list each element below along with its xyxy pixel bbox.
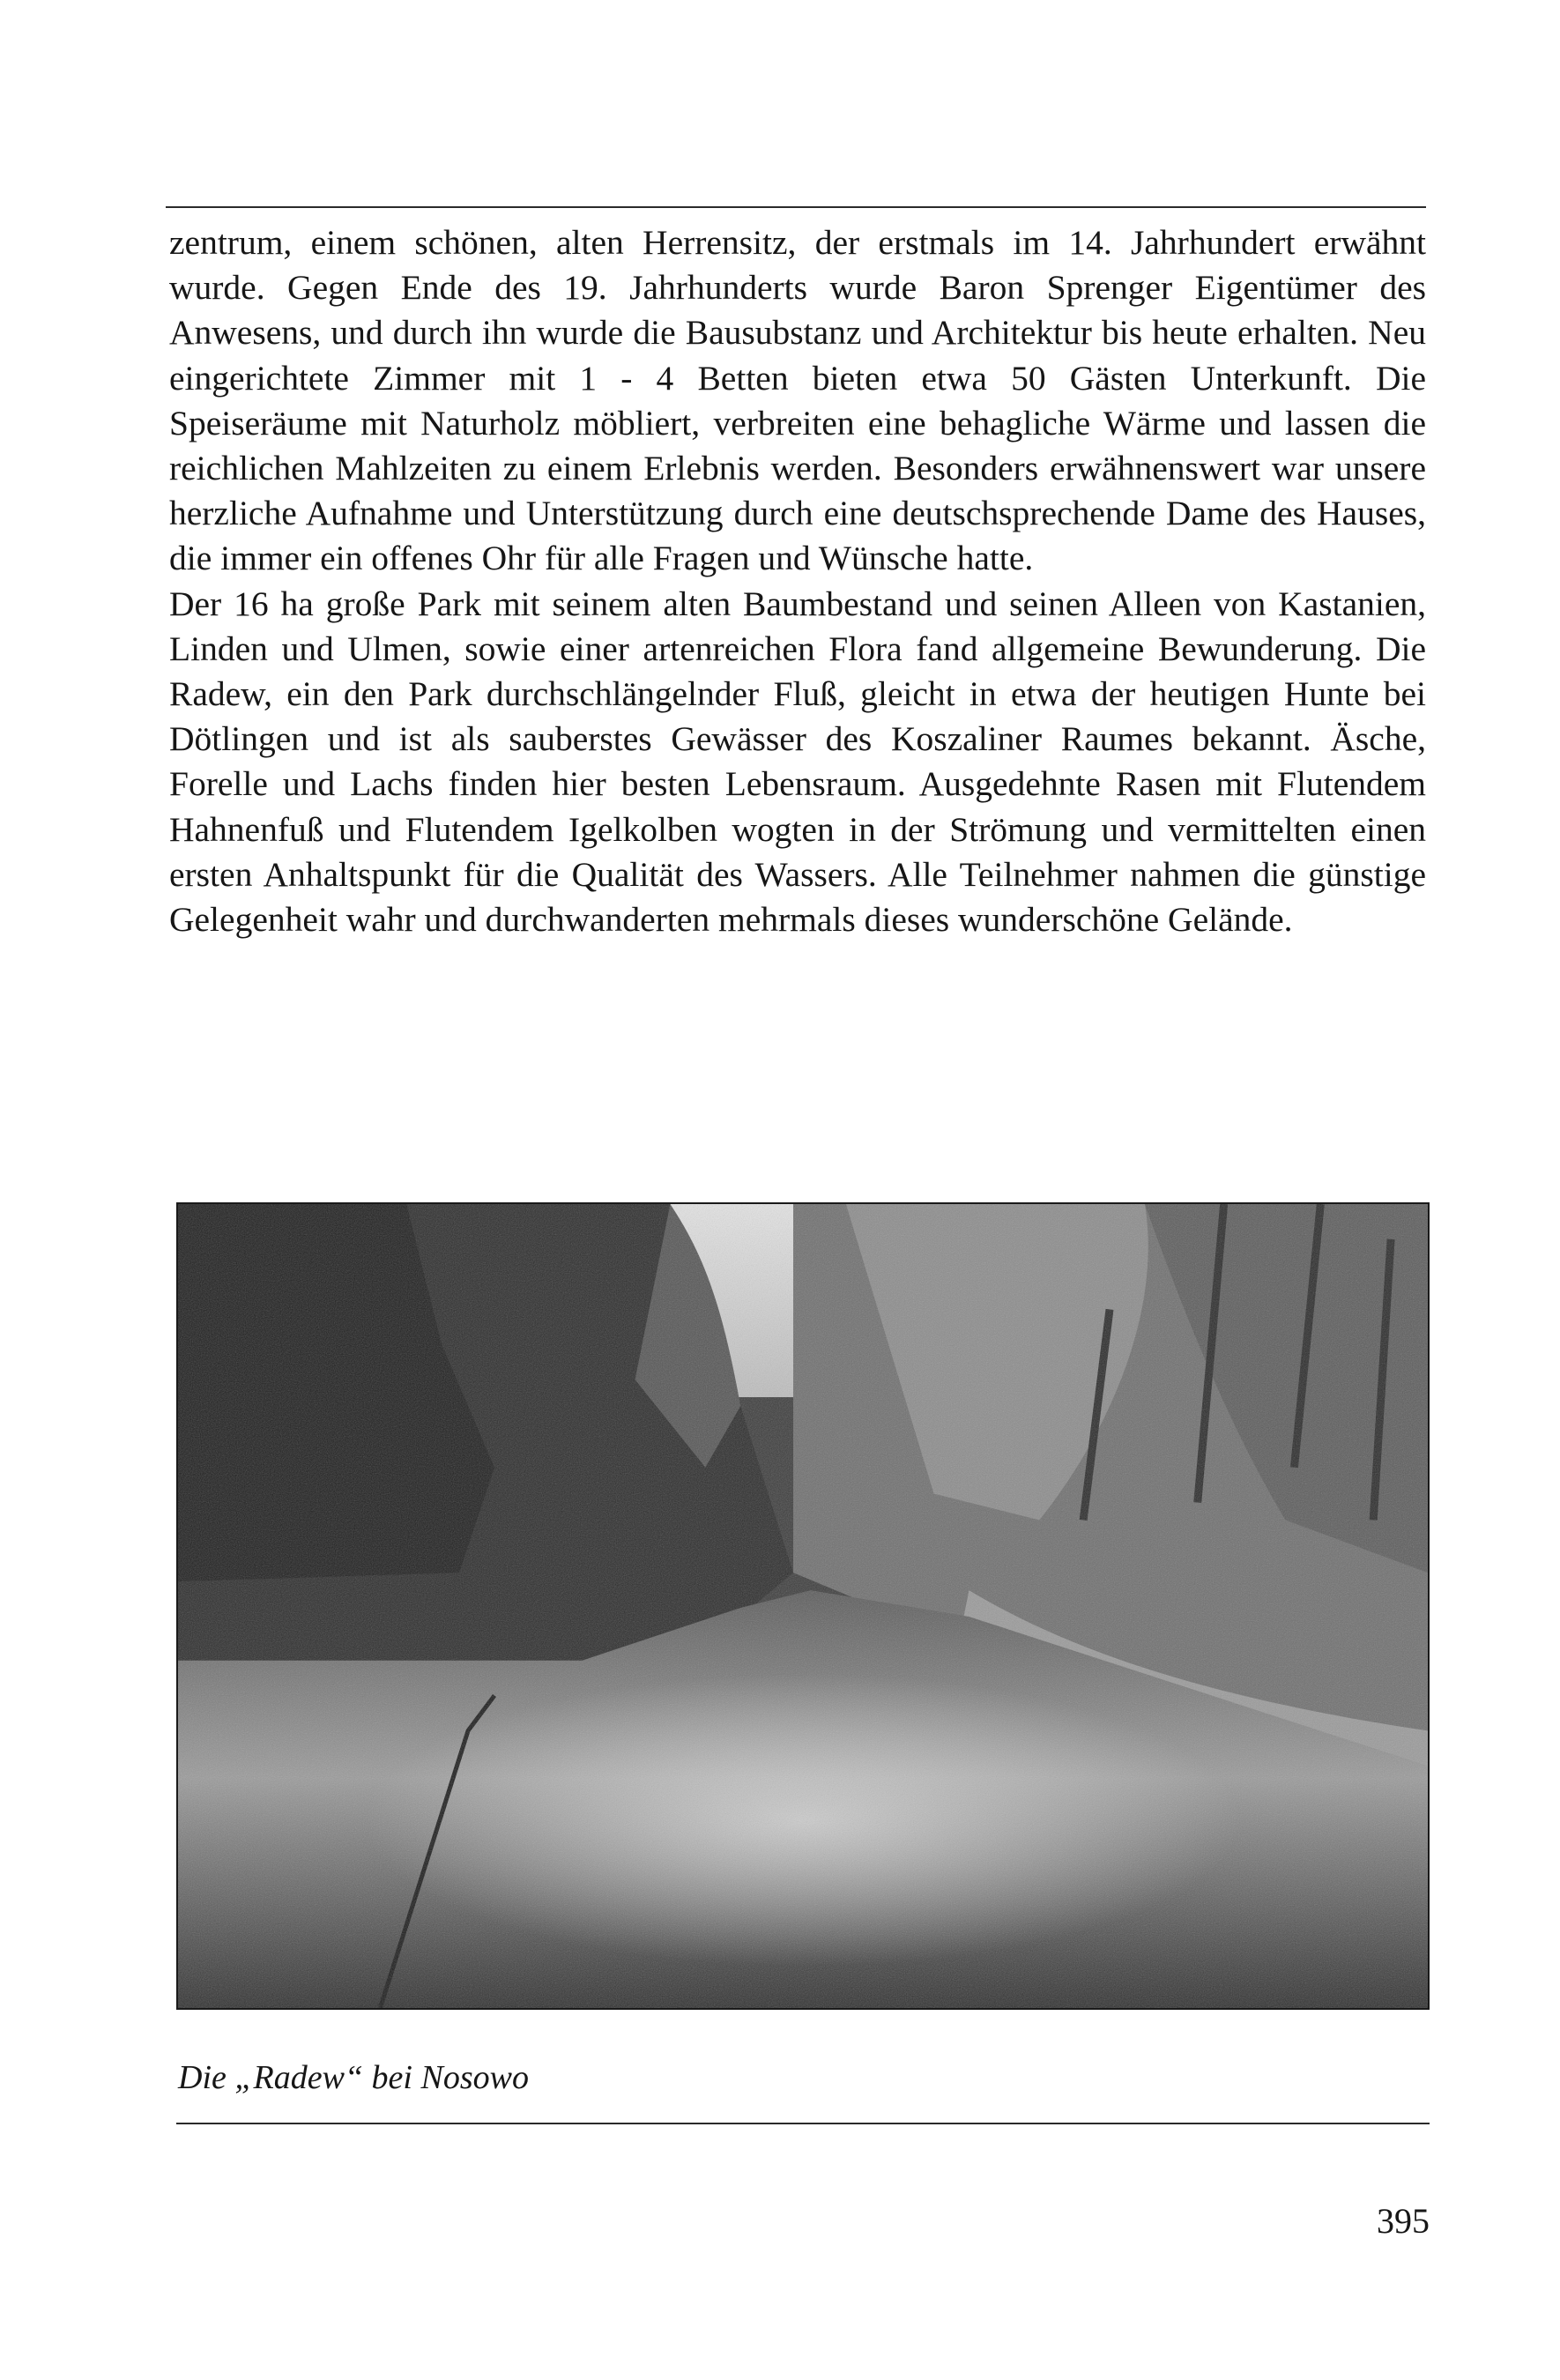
page-number: 395 <box>1377 2201 1430 2241</box>
header-rule <box>166 206 1426 208</box>
paragraph-1: zentrum, einem schönen, alten Herrensitz, der erstmals im 14. Jahrhundert erwähnt wurde. Gegen Ende des 19. Jahrhunderts wurde Baron Sprenger Eigentümer des Anwesens, und durch ihn wurde die Bausubstanz und Architektur bis heute erhalten. Neu eingerichtete Zimmer mit 1 - 4 Betten bieten etwa 50 Gästen Unterkunft. Die Speiseräume mit Naturholz möbliert, verbreiten eine behagliche Wärme und lassen die reichlichen Mahlzeiten zu einem Erlebnis werden. Besonders erwähnenswert war unsere herzliche Aufnahme und Unterstützung durch eine deutschsprechende Dame des Hauses, die immer ein offenes Ohr für alle Fragen und Wünsche hatte. <box>169 223 1426 578</box>
river-photo <box>176 1202 1430 2010</box>
footer-rule <box>176 2123 1430 2124</box>
body-text <box>169 220 1426 942</box>
figure-caption: Die „Radew“ bei Nosowo <box>178 2059 529 2096</box>
paragraph-2: Der 16 ha große Park mit seinem alten Baumbestand und seinen Alleen von Kastanien, Linden und Ulmen, sowie einer artenreichen Flora fand allgemeine Bewunderung. Die Radew, ein den Park durchschlängelnder Fluß, gleicht in etwa der heutigen Hunte bei Dötlingen und ist als sauberstes Gewässer des Koszaliner Raumes bekannt. Äsche, Forelle und Lachs finden hier besten Lebensraum. Ausgedehnte Rasen mit Flutendem Hahnenfuß und Flutendem Igelkolben wogten in der Strömung und vermittelten einen ersten Anhaltspunkt für die Qualität des Wassers. Alle Teilnehmer nahmen die günstige Gelegenheit wahr und durchwanderten mehrmals dieses wunderschöne Gelände. <box>169 584 1426 940</box>
